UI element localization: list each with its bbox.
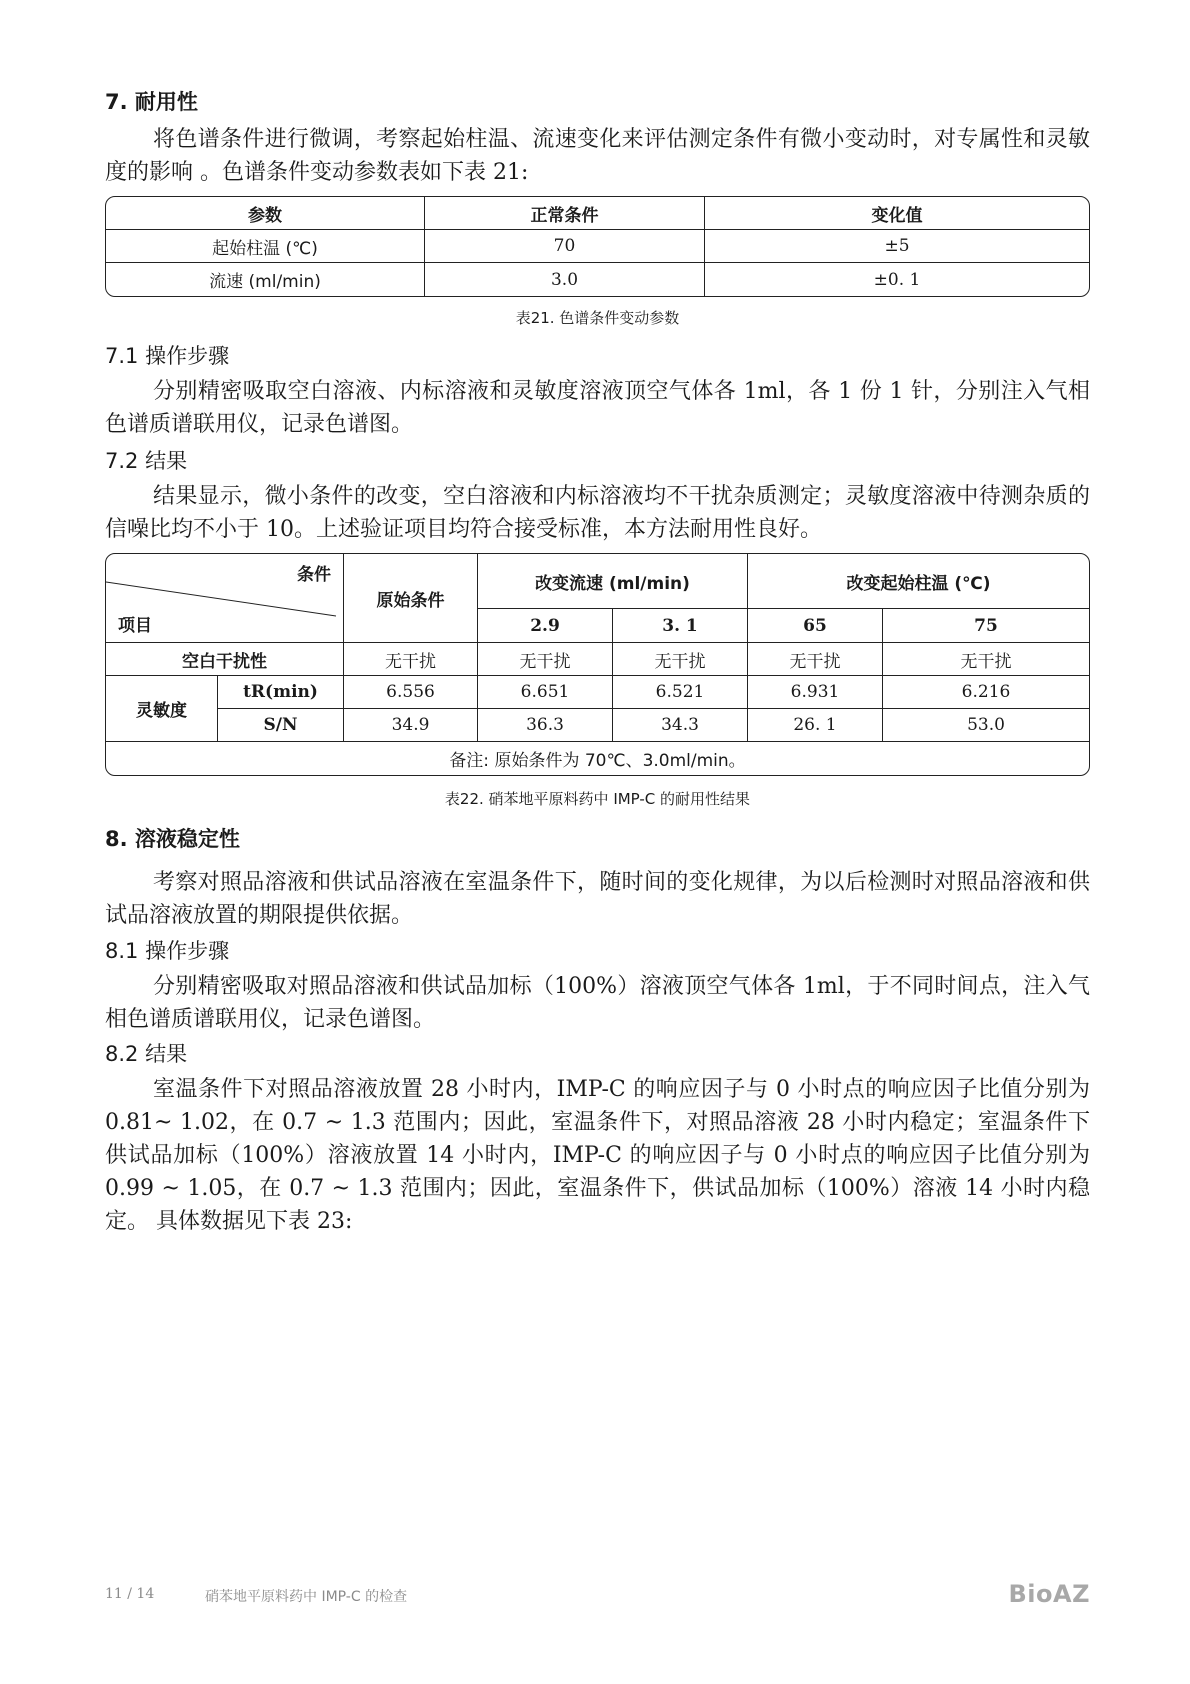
diagonal-bottom-label: 项目 xyxy=(118,616,152,636)
table-21-header: 正常条件 xyxy=(425,197,705,230)
section-8-1-heading: 8.1 操作步骤 xyxy=(105,939,230,963)
table-22-cell: 26. 1 xyxy=(748,709,883,742)
table-22-cell: 6.651 xyxy=(478,676,613,709)
temperature-group-header: 改变起始柱温 (℃) xyxy=(748,554,1089,609)
blank-interference-label: 空白干扰性 xyxy=(106,643,344,676)
footer-title: 硝苯地平原料药中 IMP-C 的检查 xyxy=(205,1589,408,1605)
table-22-cell: 无干扰 xyxy=(613,643,748,676)
original-condition-header: 原始条件 xyxy=(344,554,478,643)
page-footer xyxy=(105,1580,1090,1610)
section-7-2-text: 结果显示，微小条件的改变，空白溶液和内标溶液均不干扰杂质测定；灵敏度溶液中待测杂质的信噪比均不小于 10。上述验证项目均符合接受标准，本方法耐用性良好。 xyxy=(105,484,1090,542)
table-22-caption: 表22. 硝苯地平原料药中 IMP-C 的耐用性结果 xyxy=(444,790,751,808)
section-8-2-text: 室温条件下对照品溶液放置 28 小时内，IMP-C 的响应因子与 0 小时点的响应因子比值分别为 0.81~ 1.02，在 0.7 ~ 1.3 范围内；因此，室温条件下，对照品溶液 28 小时内稳定；室温条件下供试品加标（100%）溶液放置 14 小时内，IMP-C 的响应因子与 0 小时点的响应因子比值分别为 0.99 ~ 1.05，在 0.7 ~ 1.3 范围内；因此，室温条件下，供试品加标（100%）溶液 14 小时内稳定。 具体数据见下表 23: xyxy=(105,1077,1090,1234)
table-21-cell: ±0. 1 xyxy=(873,269,921,290)
table-21-cell: 3.0 xyxy=(425,263,705,296)
section-8-2-heading: 8.2 结果 xyxy=(105,1042,188,1066)
table-21-header: 变化值 xyxy=(705,197,1089,230)
table-22-cell: 36.3 xyxy=(478,709,613,742)
table-22-cell: 34.9 xyxy=(344,709,478,742)
flow-value-header: 2.9 xyxy=(478,609,613,643)
table-22-note: 备注: 原始条件为 70℃、3.0ml/min。 xyxy=(449,751,746,771)
table-22-cell: 无干扰 xyxy=(883,643,1089,676)
section-8-heading: 8. 溶液稳定性 xyxy=(105,827,240,851)
table-21 xyxy=(105,196,1090,297)
section-7-heading: 7. 耐用性 xyxy=(105,90,198,114)
section-7-1-heading: 7.1 操作步骤 xyxy=(105,344,230,368)
table-21-cell: 流速 (ml/min) xyxy=(106,263,425,296)
retention-time-label: tR(min) xyxy=(218,676,344,709)
temp-value-header: 65 xyxy=(748,609,883,643)
flow-value-header: 3. 1 xyxy=(613,609,748,643)
section-7-2-heading: 7.2 结果 xyxy=(105,449,188,473)
section-7-1-text: 分别精密吸取空白溶液、内标溶液和灵敏度溶液顶空气体各 1ml，各 1 份 1 针，分别注入气相色谱质谱联用仪，记录色谱图。 xyxy=(105,379,1090,437)
table-22-cell: 无干扰 xyxy=(748,643,883,676)
table-21-cell: 70 xyxy=(425,230,705,263)
signal-noise-label: S/N xyxy=(218,709,344,742)
sensitivity-label: 灵敏度 xyxy=(106,676,218,742)
table-21-caption: 表21. 色谱条件变动参数 xyxy=(515,309,680,327)
diagonal-header-cell xyxy=(106,554,344,643)
table-21-header: 参数 xyxy=(106,197,425,230)
section-8-intro: 考察对照品溶液和供试品溶液在室温条件下，随时间的变化规律，为以后检测时对照品溶液和供试品溶液放置的期限提供依据。 xyxy=(105,870,1090,928)
section-7-intro: 将色谱条件进行微调，考察起始柱温、流速变化来评估测定条件有微小变动时，对专属性和灵敏度的影响 。色谱条件变动参数表如下表 21: xyxy=(105,127,1090,185)
table-22-cell: 53.0 xyxy=(883,709,1089,742)
table-21-cell: 起始柱温 (℃) xyxy=(106,230,425,263)
table-22-cell: 6.931 xyxy=(748,676,883,709)
table-22-cell: 6.556 xyxy=(344,676,478,709)
diagonal-top-label: 条件 xyxy=(297,565,331,585)
flow-rate-group-header: 改变流速 (ml/min) xyxy=(478,554,748,609)
table-22-cell: 无干扰 xyxy=(344,643,478,676)
table-22-cell: 6.216 xyxy=(883,676,1089,709)
temp-value-header: 75 xyxy=(883,609,1089,643)
table-22-cell: 无干扰 xyxy=(478,643,613,676)
page-number: 11 / 14 xyxy=(105,1586,155,1602)
table-22-cell: 34.3 xyxy=(613,709,748,742)
table-22-cell: 6.521 xyxy=(613,676,748,709)
bioaz-logo: BioAZ xyxy=(1008,1580,1090,1608)
table-21-cell: ±5 xyxy=(705,230,1089,263)
section-8-1-text: 分别精密吸取对照品溶液和供试品加标（100%）溶液顶空气体各 1ml，于不同时间点，注入气相色谱质谱联用仪，记录色谱图。 xyxy=(105,974,1090,1032)
table-22 xyxy=(105,553,1090,776)
